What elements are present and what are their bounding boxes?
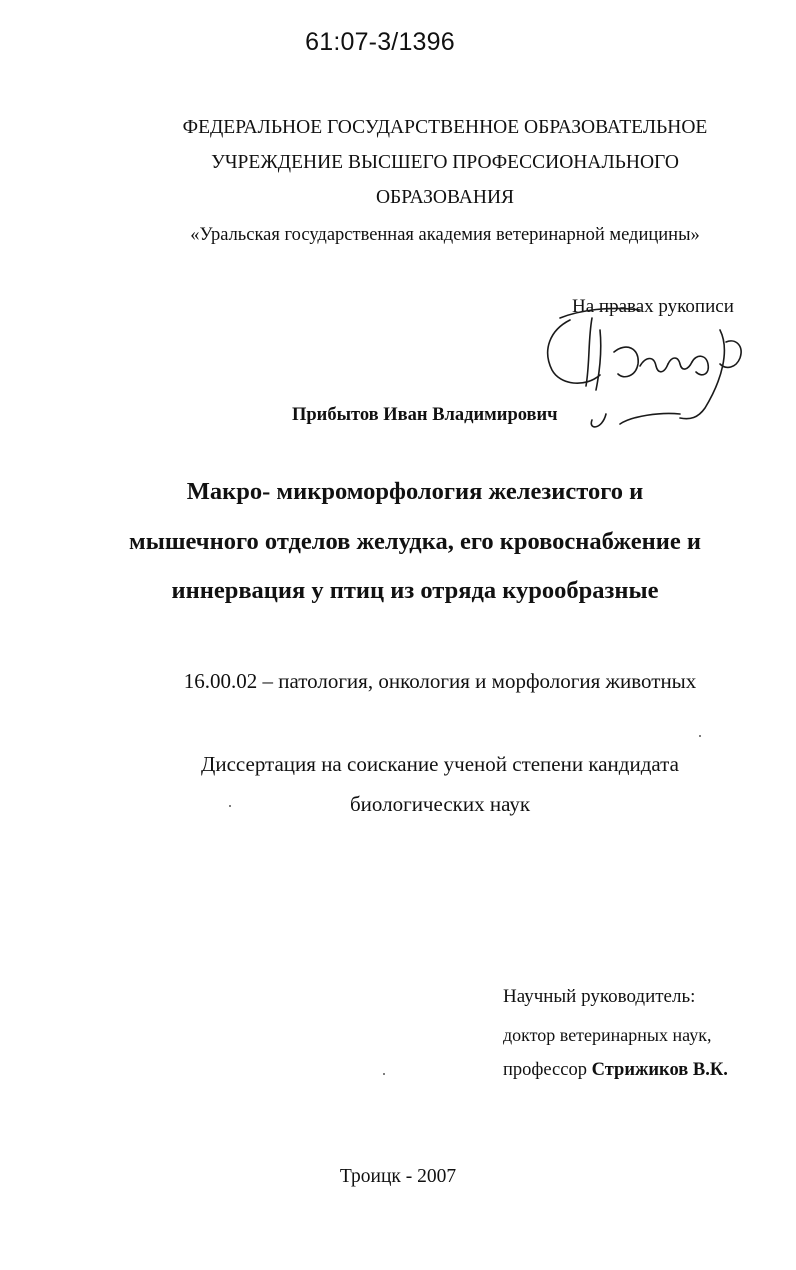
institution-line-2: УЧРЕЖДЕНИЕ ВЫСШЕГО ПРОФЕССИОНАЛЬНОГО [211,152,679,173]
handwritten-signature [530,290,770,440]
scan-speck [699,735,701,737]
scan-speck [229,805,231,807]
place-and-year: Троицк - 2007 [339,1166,457,1187]
manuscript-rights-note: На правах рукописи [572,296,734,317]
dissertation-title-line-2: мышечного отделов желудка, его кровоснабжение и [129,528,701,555]
supervisor-position: профессор [503,1060,587,1080]
dissertation-title-line-1: Макро- микроморфология железистого и [186,478,644,505]
archive-code: 61:07-3/1396 [305,28,455,56]
dissertation-title-line-3: иннервация у птиц из отряда курообразные [171,577,659,604]
supervisor-name: Стрижиков В.К. [591,1060,728,1080]
supervisor-degree: доктор ветеринарных наук, [503,1025,712,1045]
specialty-code: 16.00.02 – патология, онкология и морфология животных [183,669,697,693]
author-name: Прибытов Иван Владимирович [292,405,558,425]
institution-line-1: ФЕДЕРАЛЬНОЕ ГОСУДАРСТВЕННОЕ ОБРАЗОВАТЕЛЬНОЕ [182,117,708,138]
academy-name: «Уральская государственная академия ветеринарной медицины» [190,225,700,245]
scan-speck [383,1073,385,1075]
supervisor-heading: Научный руководитель: [503,986,696,1007]
degree-statement-line-2: биологических наук [349,792,531,816]
supervisor-line [503,1060,728,1081]
degree-statement-line-1: Диссертация на соискание ученой степени кандидата [201,752,679,776]
institution-line-3: ОБРАЗОВАНИЯ [375,187,515,208]
